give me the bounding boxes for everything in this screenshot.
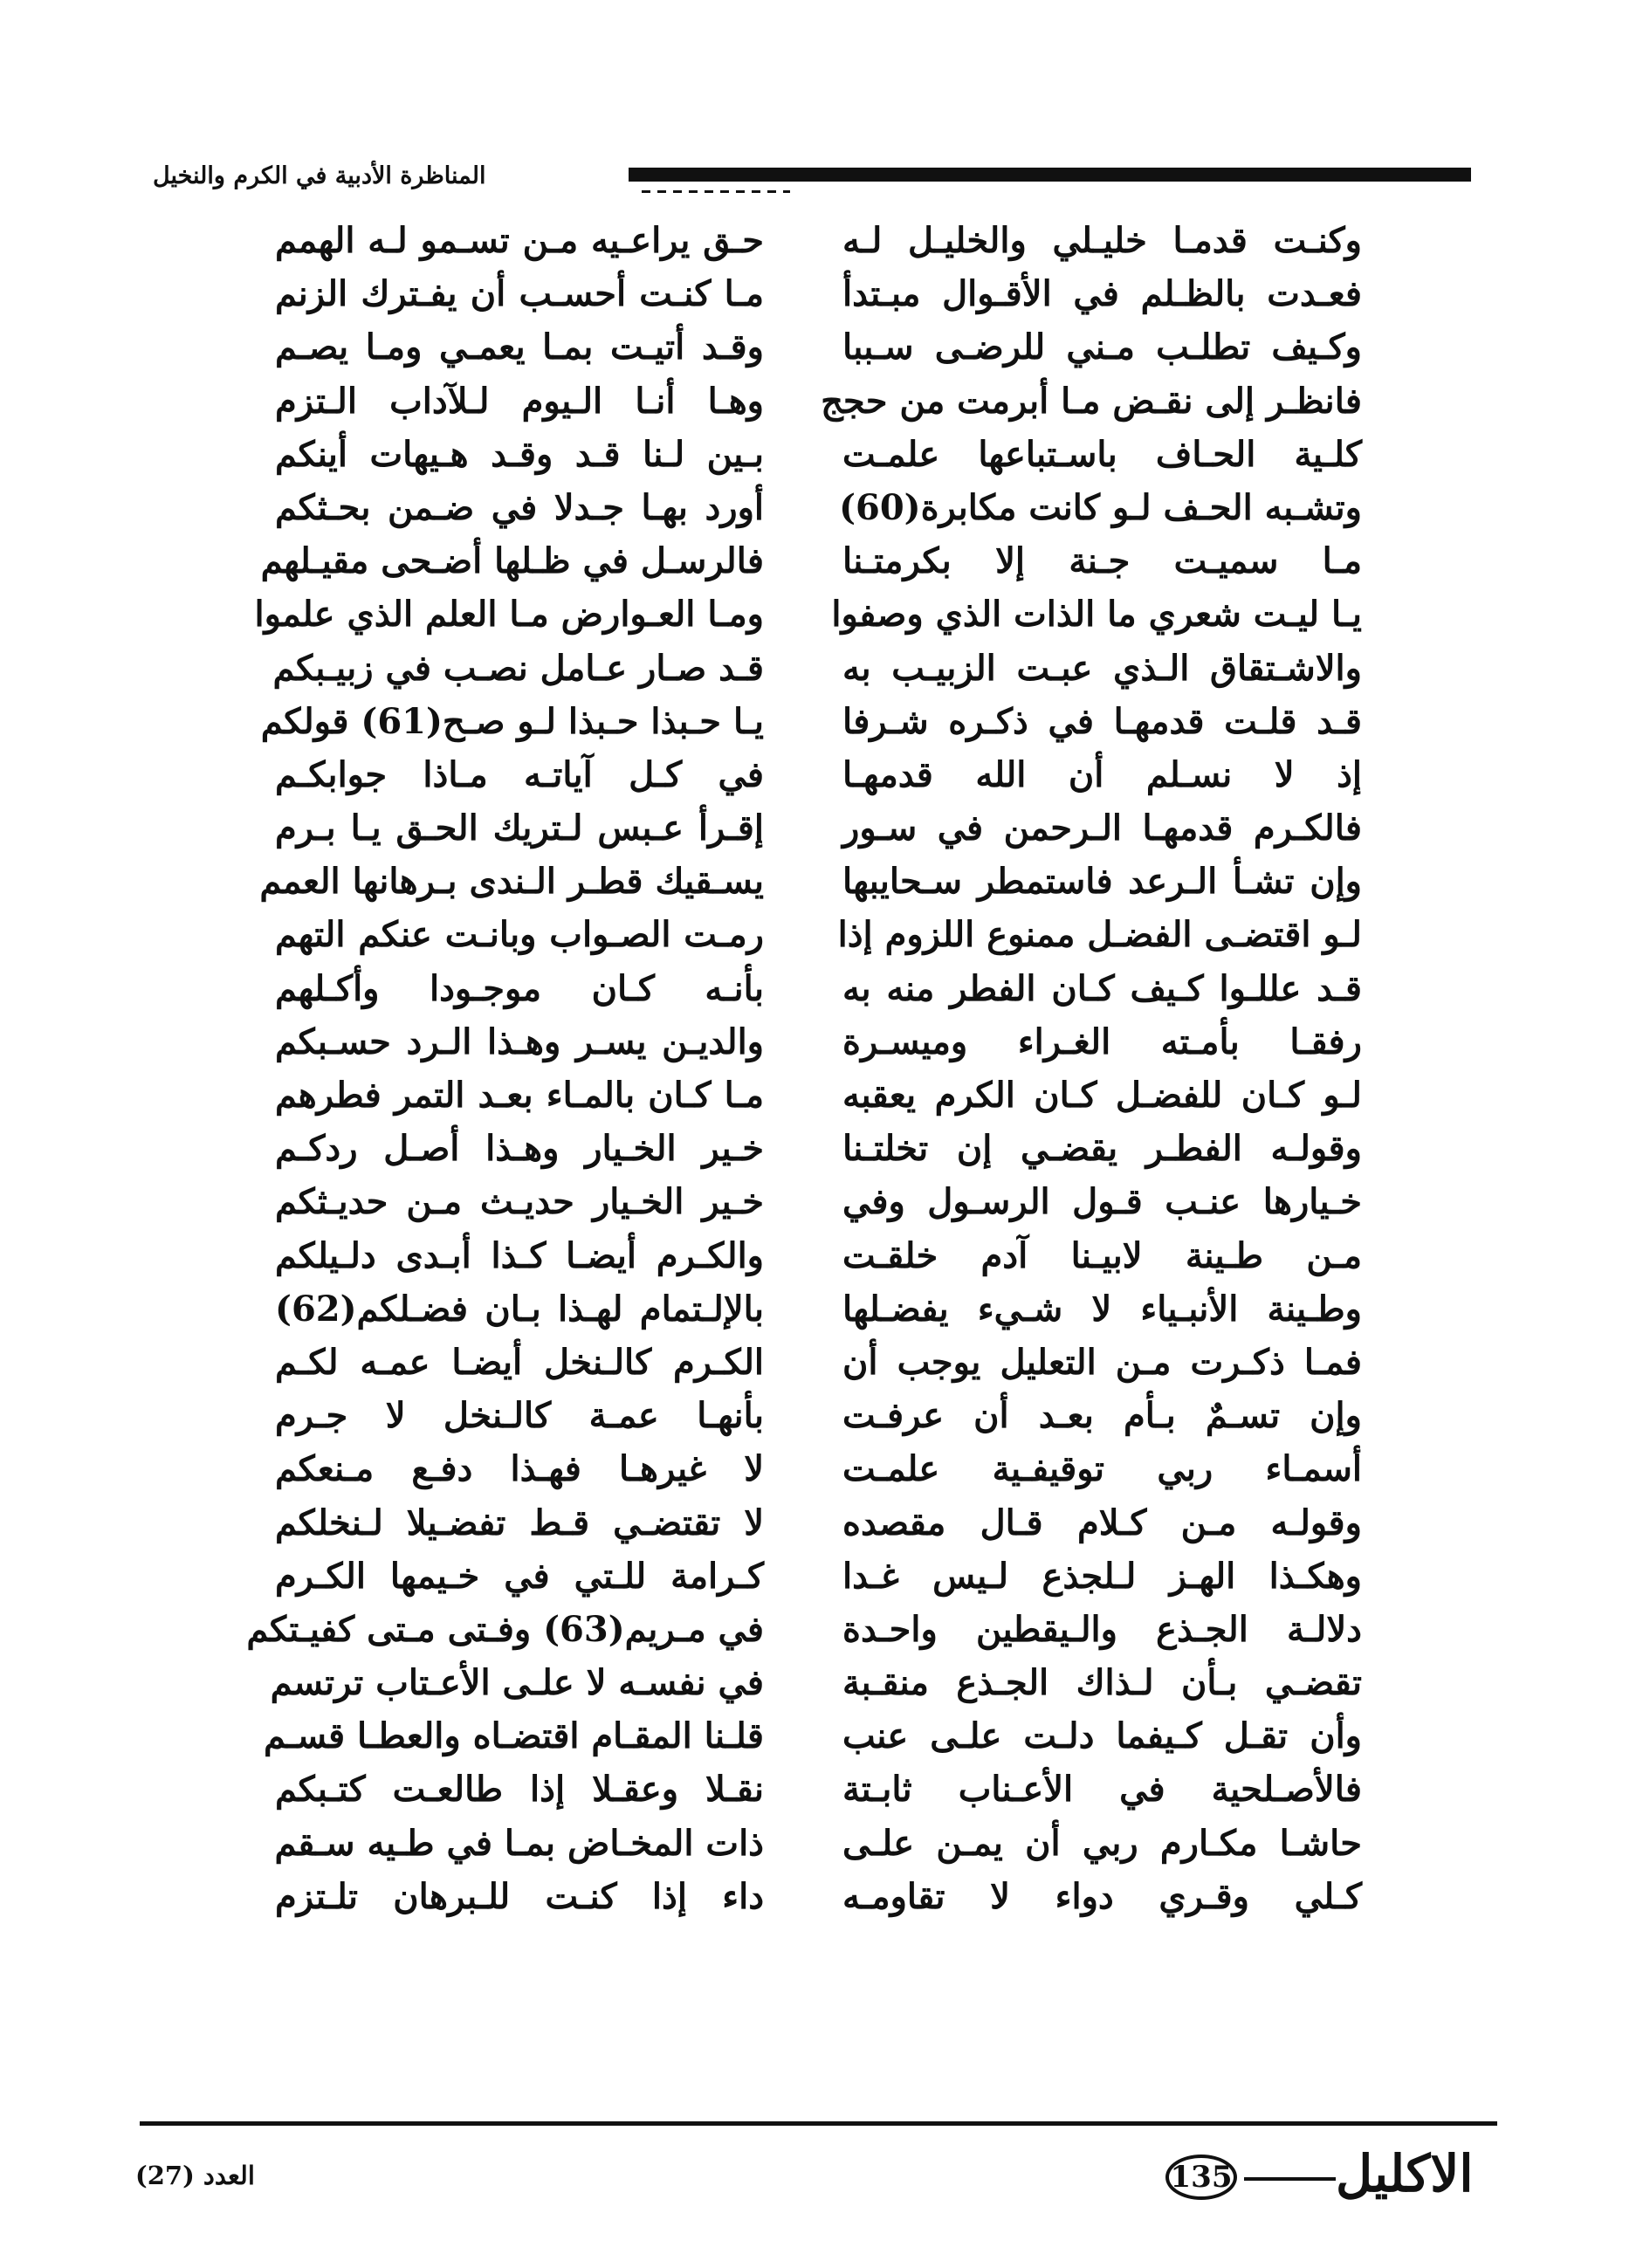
verse-line: فالكـرم قدمهـا الـرحمن في سـور — [842, 808, 1362, 849]
verse-line: كـرامة للـتي في خـيمها الكـرم — [275, 1555, 764, 1597]
verse-line: دلالـة الجـذع والـيقطين واحـدة — [842, 1608, 1362, 1650]
verse-line: حاشـا مكـارم ربي أن يمـن علـى — [842, 1822, 1362, 1864]
verse-line: لـو كـان للفضـل كـان الكرم يعقبه — [842, 1075, 1362, 1116]
verse-line: كلـية الحـاف باسـتباعها علمـت — [842, 433, 1362, 475]
issue-label: العدد (27) — [135, 2161, 255, 2190]
verse-line: لا غيرهـا فهـذا دفـع مـنعكم — [275, 1448, 764, 1490]
header-rule — [629, 168, 1471, 182]
verse-line: بأنهـا عمـة كالـنخل لا جـرم — [275, 1395, 764, 1437]
verse-line: فعـدت بالظـلم في الأقـوال مبـتدأ — [842, 273, 1362, 315]
verse-line: لا تقتضـي قـط تفضـيلا لـنخلكم — [275, 1502, 764, 1543]
verse-line: والاشـتقاق الـذي عبـت الزبيـب به — [842, 647, 1362, 689]
verse-line: تقضـي بـأن لـذاك الجـذع منقـبة — [842, 1662, 1362, 1704]
verse-line: رفقـا بأمـته الغـراء وميسـرة — [842, 1021, 1362, 1062]
verse-line: مـا كنـت أحسـب أن يفـترك الزنم — [275, 273, 764, 315]
verse-line: في نفسـه لا علـى الأعـتاب ترتسم — [270, 1662, 764, 1704]
verse-line: خـير الخـيار حديـث مـن حديـثكم — [275, 1181, 764, 1223]
verse-line: يـا ليـت شعري ما الذات الذي وصفوا — [831, 594, 1362, 636]
verse-line: أورد بهـا جـدلا في ضـمن بحـثكم — [275, 486, 764, 528]
verse-line: قلـنا المقـام اقتضـاه والعطـا قسـم — [263, 1715, 764, 1757]
verse-line: وكنـت قدمـا خليـلي والخليـل لـه — [842, 220, 1362, 261]
verse-line: يسـقيك قطـر الـندى بـرهانها العمم — [259, 861, 764, 903]
verse-line: وكـيف تطلـب مـني للرضـى سـببا — [842, 326, 1362, 368]
verse-line: أسمـاء ربي توقيفـية علمـت — [842, 1448, 1362, 1490]
verse-line: وإن تسـمٌ بـأم بعـد أن عرفـت — [842, 1395, 1362, 1437]
verse-line: وتشـبه الحـف لـو كانت مكابرة(60) — [839, 486, 1362, 528]
footer-dash — [1244, 2177, 1336, 2181]
verse-line: وقـد أتيـت بمـا يعمـي ومـا يصـم — [275, 326, 764, 368]
verse-line: مـا سميـت جـنة إلا بكرمتـنا — [842, 540, 1362, 582]
verse-line: بـين لـنا قـد وقـد هـيهات أينكم — [275, 433, 764, 475]
verse-line: إذ لا نسـلم أن الله قدمهـا — [842, 753, 1362, 795]
verse-line: مـن طـينة لابيـنا آدم خلقـت — [842, 1234, 1362, 1276]
verse-line: إقـرأ عـبس لـتريك الحـق يـا بـرم — [275, 808, 764, 849]
verse-line: وإن تشـأ الـرعد فاستمطر سـحايبها — [842, 861, 1362, 903]
verse-line: يـا حـبذا حـبذا لـو صـح(61) قولكم — [260, 700, 764, 742]
verse-line: ومـا العـوارض مـا العلم الذي علموا — [254, 594, 764, 636]
verse-line: نقـلا وعقـلا إذا طالعـت كتـبكم — [275, 1769, 764, 1811]
verse-line: قـد عللـوا كـيف كـان الفطر منه به — [842, 967, 1362, 1009]
verse-line: رمـت الصـواب وبانـت عنكم التهم — [275, 914, 764, 956]
verse-line: خـير الخـيار وهـذا أصـل ردكـم — [275, 1128, 764, 1170]
verse-line: كـلي وقـري دواء لا تقاومـه — [842, 1875, 1362, 1917]
verse-line: وقولـه مـن كـلام قـال مقصده — [842, 1502, 1362, 1543]
verse-line: وهـا أنـا الـيوم لـلآداب الـتزم — [275, 380, 764, 422]
verse-line: فانظـر إلى نقـض مـا أبرمت من حجج — [821, 380, 1362, 422]
verse-line: وقولـه الفطـر يقضـي إن تخلتـنا — [842, 1128, 1362, 1170]
verse-line: في مـريم(63) وفـتى مـتى كفيـتكم — [246, 1608, 764, 1650]
verse-line: والديـن يسـر وهـذا الـرد حسـبكم — [275, 1021, 764, 1062]
verse-line: وأن تقـل كـيفما دلـت علـى عنب — [842, 1715, 1362, 1757]
poem-column-right — [821, 214, 1362, 1923]
verse-line: فالرسـل في ظـلها أضـحى مقيـلهم — [260, 540, 764, 582]
verse-line: وطـينة الأنبـياء لا شـيء يفضـلها — [842, 1288, 1362, 1330]
poem-column-left — [246, 214, 764, 1923]
verse-line: وهكـذا الهـز لـلجذع لـيس غـدا — [842, 1555, 1362, 1597]
verse-line: خـيارها عنـب قـول الرسـول وفي — [842, 1181, 1362, 1223]
verse-line: في كـل آياتـه مـاذا جوابكـم — [275, 753, 764, 795]
verse-line: قـد قلـت قدمهـا في ذكـره شـرفا — [842, 700, 1362, 742]
running-header-title: المناظرة الأدبية في الكرم والنخيل — [153, 162, 486, 189]
verse-line: بأنـه كـان موجـودا وأكـلهم — [275, 967, 764, 1009]
footer-rule — [140, 2121, 1497, 2126]
page-number: 135 — [1165, 2155, 1237, 2200]
verse-line: بالإلـتمام لهـذا بـان فضـلكم(62) — [275, 1288, 764, 1330]
verse-line: حـق يراعـيه مـن تسـمو لـه الهمم — [275, 220, 764, 261]
verse-line: داء إذا كنـت للـبرهان تلـتزم — [275, 1875, 764, 1917]
journal-logo: الاكليل — [1336, 2144, 1474, 2203]
header-rule-tail — [642, 190, 790, 193]
verse-line: الكـرم كالـنخل أيضـا عمـه لكـم — [275, 1341, 764, 1383]
verse-line: لـو اقتضـى الفضـل ممنوع اللزوم إذا — [837, 914, 1362, 956]
verse-line: فالأصـلحية في الأعـناب ثابـتة — [842, 1769, 1362, 1811]
verse-line: مـا كـان بالمـاء بعـد التمر فطرهم — [275, 1075, 764, 1116]
verse-line: فمـا ذكـرت مـن التعليل يوجب أن — [842, 1341, 1362, 1383]
verse-line: قـد صـار عـامل نصـب في زبيـبكم — [272, 647, 764, 689]
verse-line: والكـرم أيضـا كـذا أبـدى دلـيلكم — [275, 1234, 764, 1276]
verse-line: ذات المخـاض بمـا في طـيه سـقم — [274, 1822, 764, 1864]
